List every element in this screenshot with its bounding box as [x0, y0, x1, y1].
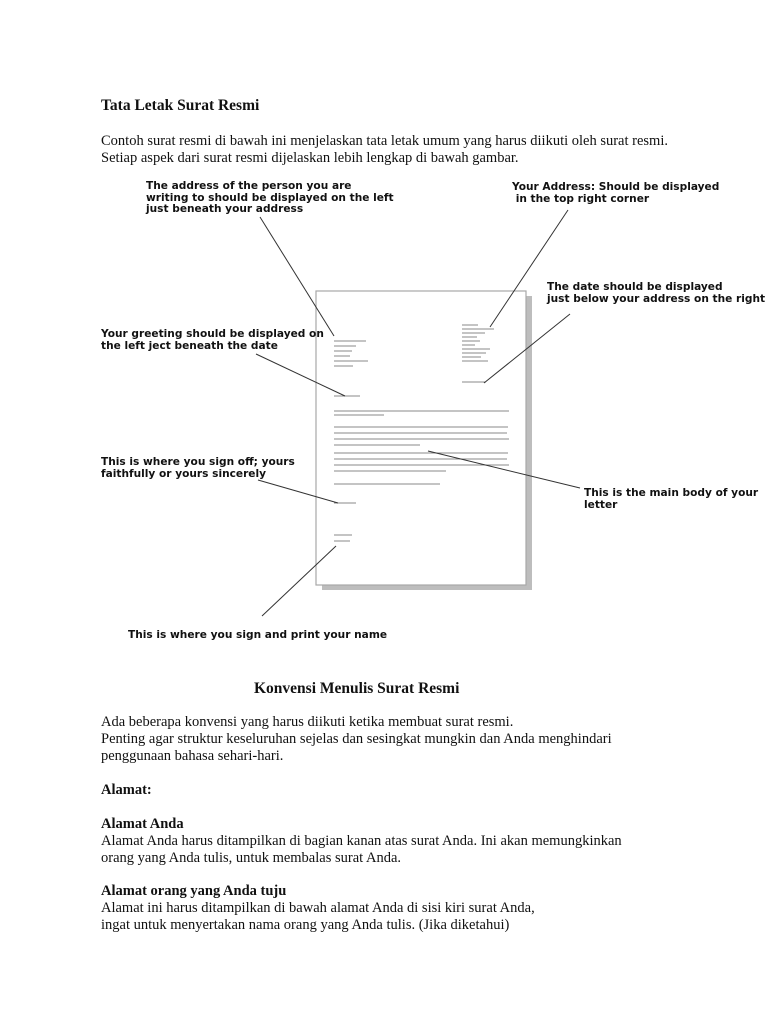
annotation-greeting: Your greeting should be displayed on the left ject beneath the date	[101, 328, 324, 352]
intro-line-2: Setiap aspek dari surat resmi dijelaskan lebih lengkap di bawah gambar.	[101, 150, 519, 166]
conventions-line-2: Penting agar struktur keseluruhan sejelas dan sesingkat mungkin dan Anda menghindari	[101, 731, 612, 747]
annotation-sign-off: This is where you sign off; yours faithfully or yours sincerely	[101, 456, 295, 480]
section-title-layout: Tata Letak Surat Resmi	[101, 97, 260, 114]
annotation-date: The date should be displayed just below your address on the right	[547, 281, 766, 305]
alamat-tuju-line-1: Alamat ini harus ditampilkan di bawah alamat Anda di sisi kiri surat Anda,	[101, 900, 535, 916]
alamat-anda-line-2: orang yang Anda tulis, untuk membalas surat Anda.	[101, 850, 402, 866]
intro-line-1: Contoh surat resmi di bawah ini menjelaskan tata letak umum yang harus diikuti oleh surat resmi.	[101, 133, 668, 149]
alamat-tuju-heading: Alamat orang yang Anda tuju	[101, 883, 287, 899]
alamat-tuju-line-2: ingat untuk menyertakan nama orang yang Anda tulis. (Jika diketahui)	[101, 917, 510, 933]
annotation-signature: This is where you sign and print your name	[128, 629, 388, 641]
conventions-line-1: Ada beberapa konvensi yang harus diikuti ketika membuat surat resmi.	[101, 714, 514, 730]
annotation-recipient-address: The address of the person you are writing to should be displayed on the left just beneath your address	[146, 180, 394, 215]
annotation-your-address: Your Address: Should be displayed in the top right corner	[512, 181, 720, 205]
conventions-line-3: penggunaan bahasa sehari-hari.	[101, 748, 284, 764]
leader-recipient-address	[260, 217, 334, 336]
alamat-heading: Alamat:	[101, 782, 152, 798]
section-title-conventions: Konvensi Menulis Surat Resmi	[254, 680, 460, 697]
annotation-main-body: This is the main body of your letter	[584, 487, 759, 511]
alamat-anda-heading: Alamat Anda	[101, 816, 184, 832]
alamat-anda-line-1: Alamat Anda harus ditampilkan di bagian kanan atas surat Anda. Ini akan memungkinkan	[101, 833, 622, 849]
